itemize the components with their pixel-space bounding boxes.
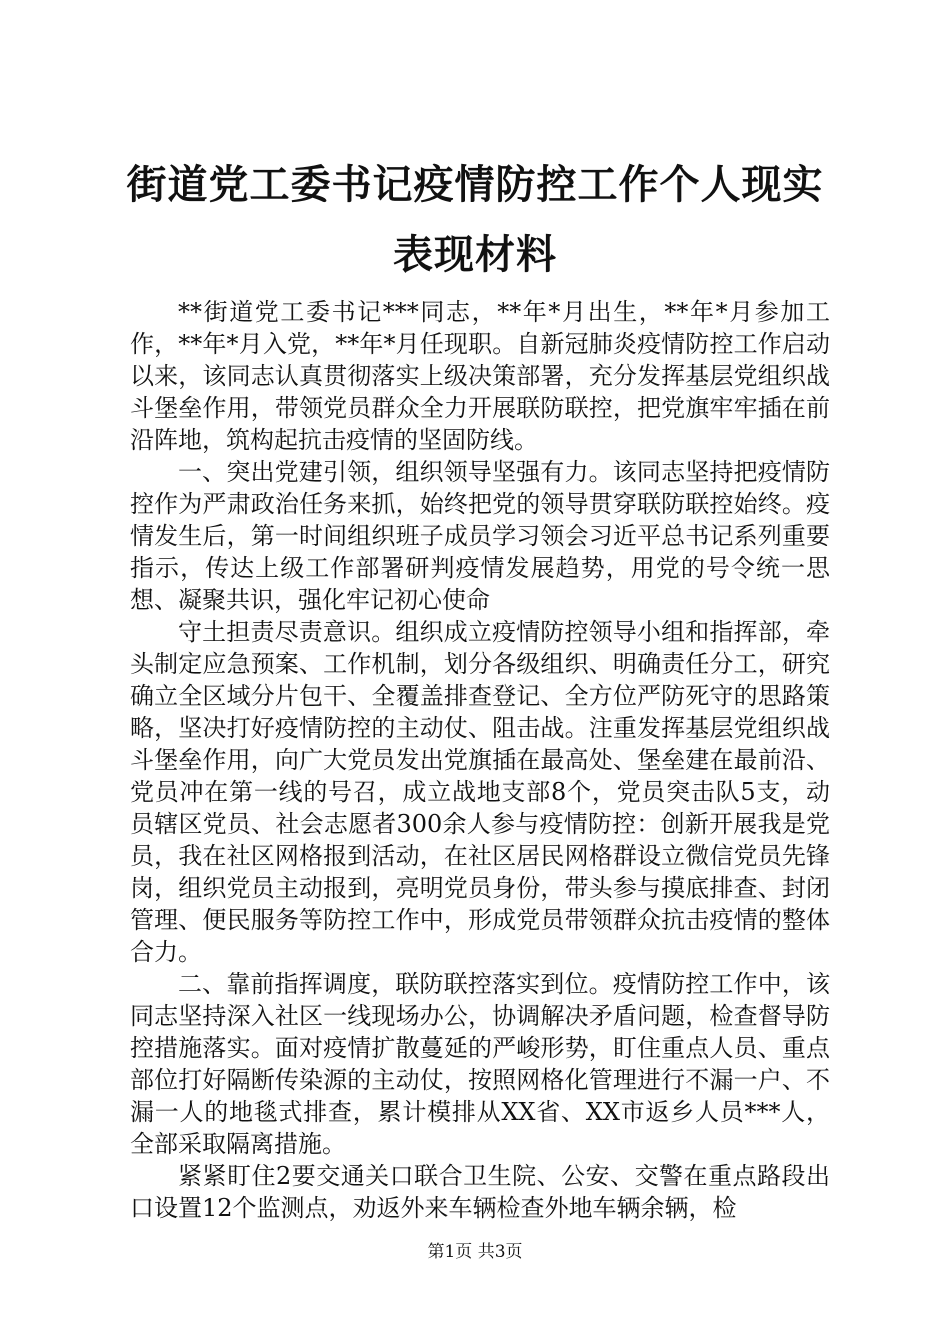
document-title: 街道党工委书记疫情防控工作个人现实表现材料 [126, 161, 824, 278]
paragraph-section-2: 二、靠前指挥调度，联防联控落实到位。疫情防控工作中，该同志坚持深入社区一线现场办公，协调解决矛盾问题，检查督导防控措施落实。面对疫情扩散蔓延的严峻形势，盯住重点人员、重点部位打好隔断传染源的主动仗，按照网格化管理进行不漏一户、不漏一人的地毯式排查，累计模排从XX省、XX市返乡人员***人，全部采取隔离措施。 [130, 970, 830, 1158]
paragraph-intro: **街道党工委书记***同志，**年*月出生，**年*月参加工作，**年*月入党，**年*月任现职。自新冠肺炎疫情防控工作启动以来，该同志认真贯彻落实上级决策部署，充分发挥基层党组织战斗堡垒作用，带领党员群众全力开展联防联控，把党旗牢牢插在前沿阵地，筑构起抗击疫情的坚固防线。 [130, 298, 830, 454]
page-number-footer: 第1页 共3页 [427, 1242, 523, 1262]
paragraph-section-1-cont: 守土担责尽责意识。组织成立疫情防控领导小组和指挥部，牵头制定应急预案、工作机制，划分各级组织、明确责任分工，研究确立全区域分片包干、全覆盖排查登记、全方位严防死守的思路策略，坚决打好疫情防控的主动仗、阻击战。注重发挥基层党组织战斗堡垒作用，向广大党员发出党旗插在最高处、堡垒建在最前沿、党员冲在第一线的号召，成立战地支部8个，党员突击队5支，动员辖区党员、社会志愿者300余人参与疫情防控：创新开展我是党员，我在社区网格报到活动，在社区居民网格群设立微信党员先锋岗，组织党员主动报到，亮明党员身份，带头参与摸底排查、封闭管理、便民服务等防控工作中，形成党员带领群众抗击疫情的整体合力。 [130, 618, 830, 966]
paragraph-section-1: 一、突出党建引领，组织领导坚强有力。该同志坚持把疫情防控作为严肃政治任务来抓，始终把党的领导贯穿联防联控始终。疫情发生后，第一时间组织班子成员学习领会习近平总书记系列重要指示，传达上级工作部署研判疫情发展趋势，用党的号令统一思想、凝聚共识，强化牢记初心使命 [130, 458, 830, 614]
paragraph-section-2-cont: 紧紧盯住2要交通关口联合卫生院、公安、交警在重点路段出口设置12个监测点，劝返外来车辆检查外地车辆余辆，检 [130, 1162, 830, 1222]
document-body [130, 296, 830, 1224]
